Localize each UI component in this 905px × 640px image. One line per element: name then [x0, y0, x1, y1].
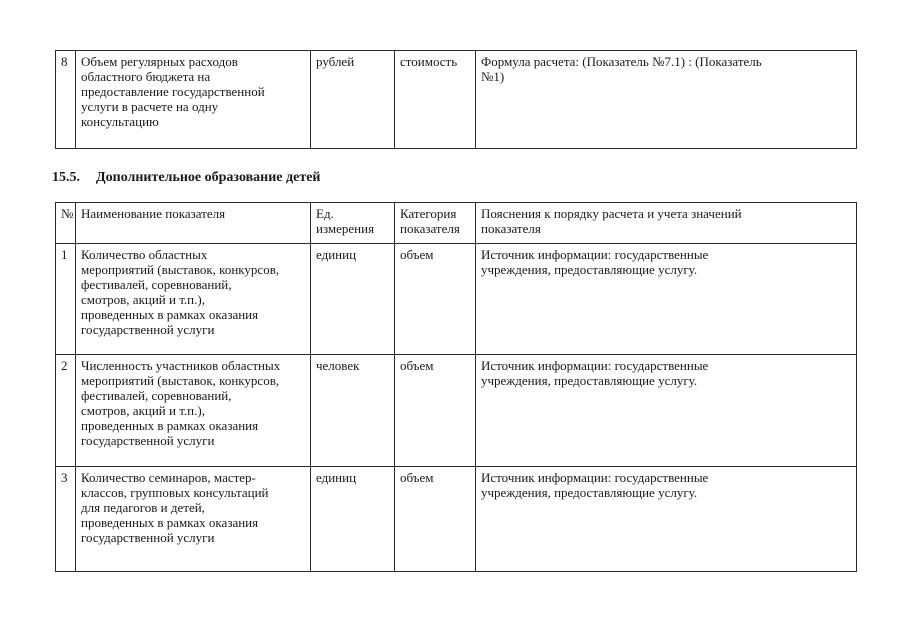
table-row: [56, 355, 857, 467]
note-cell: Источник информации: государственные учреждения, предоставляющие услугу.: [476, 355, 857, 467]
unit-cell: человек: [311, 355, 395, 467]
table-row: [56, 467, 857, 572]
indicator-name-cell: Численность участников областных мероприятий (выставок, конкурсов, фестивалей, соревнований, смотров, акций и т.п.), проведенных в рамках оказания государственной услуги: [76, 355, 311, 467]
category-cell: объем: [395, 467, 476, 572]
header-note: Пояснения к порядку расчета и учета значений показателя: [476, 203, 857, 244]
category-cell: объем: [395, 355, 476, 467]
note-cell: Формула расчета: (Показатель №7.1) : (Показатель №1): [476, 51, 857, 149]
indicator-name-cell: Количество семинаров, мастер- классов, групповых консультаций для педагогов и детей, проведенных в рамках оказания государственной услуги: [76, 467, 311, 572]
unit-cell: единиц: [311, 467, 395, 572]
unit-cell: единиц: [311, 244, 395, 355]
note-cell: Источник информации: государственные учреждения, предоставляющие услугу.: [476, 244, 857, 355]
category-cell: стоимость: [395, 51, 476, 149]
row-number-cell: 2: [56, 355, 76, 467]
indicator-name-cell: Объем регулярных расходов областного бюджета на предоставление государственной услуги в расчете на одну консультацию: [76, 51, 311, 149]
category-cell: объем: [395, 244, 476, 355]
unit-cell: рублей: [311, 51, 395, 149]
row-number-cell: 8: [56, 51, 76, 149]
indicator-table: [55, 202, 857, 572]
row-number-cell: 3: [56, 467, 76, 572]
section-number: 15.5.: [52, 170, 80, 185]
table-header-row: [56, 203, 857, 244]
table-row: [56, 244, 857, 355]
row-number-cell: 1: [56, 244, 76, 355]
indicator-name-cell: Количество областных мероприятий (выставок, конкурсов, фестивалей, соревнований, смотров, акций и т.п.), проведенных в рамках оказания государственной услуги: [76, 244, 311, 355]
header-name: Наименование показателя: [76, 203, 311, 244]
note-cell: Источник информации: государственные учреждения, предоставляющие услугу.: [476, 467, 857, 572]
indicator-table-continuation: [55, 50, 857, 149]
section-title: Дополнительное образование детей: [96, 170, 321, 185]
header-unit: Ед. измерения: [311, 203, 395, 244]
header-number: №: [56, 203, 76, 244]
table-row: [56, 51, 857, 149]
section-heading: [52, 170, 320, 186]
header-category: Категория показателя: [395, 203, 476, 244]
